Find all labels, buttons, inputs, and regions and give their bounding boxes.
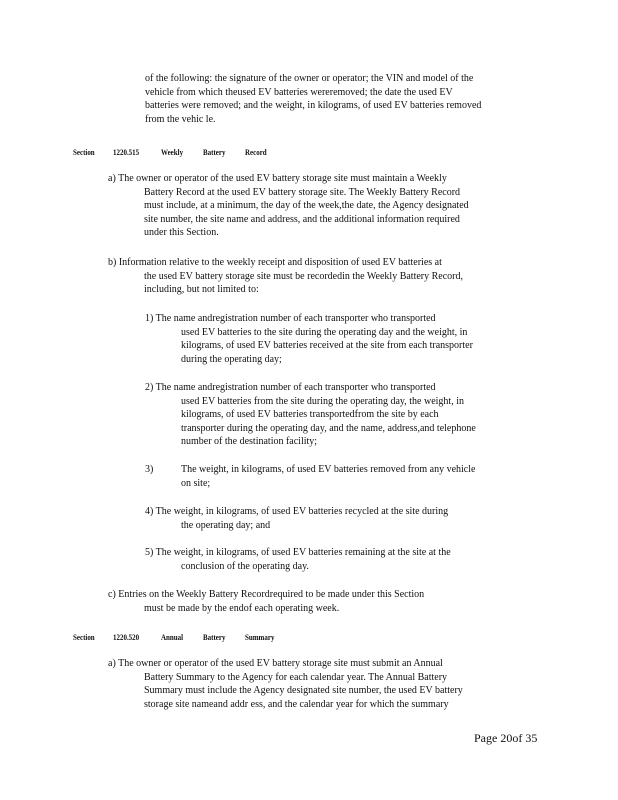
section-title-word: Record [245,147,267,157]
section-number: 1220.520 [113,632,140,642]
item-number: 3) [145,464,154,475]
section-number: 1220.515 [113,147,140,157]
text-line: used EV batteries from the site during the operating day, the weight, in [181,395,464,407]
item-text [181,463,551,490]
subparagraph-b1 [145,312,545,366]
text-line: 5) The weight, in kilograms, of used EV batteries remaining at the site at the [145,547,451,558]
text-line: from the vehic le. [145,113,216,125]
section-title-word: Weekly [161,147,184,157]
section-title-word: Summary [245,632,275,642]
section-label: Section [73,147,95,157]
text-line: storage site nameand addr ess, and the calendar year for which the summary [144,698,449,710]
text-line: the operating day; and [181,519,271,531]
paragraph-b-515 [108,256,538,297]
page-number: Page 20of 35 [474,731,538,745]
text-line: the used EV battery storage site must be recordedin the Weekly Battery Record, [144,270,464,282]
section-title-word: Battery [203,147,226,157]
text-line: 4) The weight, in kilograms, of used EV batteries recycled at the site during [145,506,449,517]
text-line: of the following: the signature of the owner or operator; the VIN and model of the [145,73,474,84]
text-line: must be made by the endof each operating week. [144,602,340,614]
paragraph-a-520 [108,657,548,711]
text-line: b) Information relative to the weekly receipt and disposition of used EV batteries at [108,257,442,268]
text-line: transporter during the operating day, and the name, address,and telephone [181,422,476,434]
section-label: Section [73,632,95,642]
text-line: Battery Summary to the Agency for each calendar year. The Annual Battery [144,671,448,683]
text-line: The weight, in kilograms, of used EV batteries removed from any vehicle [181,464,476,475]
text-line: number of the destination facility; [181,436,318,448]
text-line: a) The owner or operator of the used EV battery storage site must submit an Annual [108,658,443,669]
text-line: a) The owner or operator of the used EV battery storage site must maintain a Weekly [108,173,447,184]
subparagraph-b5 [145,546,545,573]
text-line: kilograms, of used EV batteries transportedfrom the site by each [181,409,439,421]
text-line: Battery Record at the used EV battery storage site. The Weekly Battery Record [144,186,461,198]
text-line: c) Entries on the Weekly Battery Recordrequired to be made under this Section [108,589,425,600]
text-line: during the operating day; [181,353,282,365]
text-line: under this Section. [144,227,219,239]
intro-paragraph [145,72,545,126]
paragraph-a-515 [108,172,538,240]
paragraph-c-515 [108,588,538,615]
subparagraph-b4 [145,505,545,532]
text-line: including, but not limited to: [144,284,259,296]
section-title-word: Battery [203,632,226,642]
text-line: 1) The name andregistration number of each transporter who transported [145,313,436,324]
text-line: used EV batteries to the site during the operating day and the weight, in [181,326,468,338]
section-title-word: Annual [161,632,184,642]
text-line: site number, the site name and address, and the additional information required [144,213,460,225]
text-line: conclusion of the operating day. [181,560,309,572]
text-line: 2) The name andregistration number of each transporter who transported [145,382,436,393]
text-line: vehicle from which theused EV batteries wereremoved; the date the used EV [145,86,453,98]
text-line: batteries were removed; and the weight, in kilograms, of used EV batteries removed [145,100,482,112]
text-line: kilograms, of used EV batteries received at the site from each transporter [181,340,473,352]
text-line: Summary must include the Agency designated site number, the used EV battery [144,685,463,697]
text-line: on site; [181,477,211,489]
text-line: must include, at a minimum, the day of the week,the date, the Agency designated [144,200,469,212]
subparagraph-b2 [145,381,545,449]
